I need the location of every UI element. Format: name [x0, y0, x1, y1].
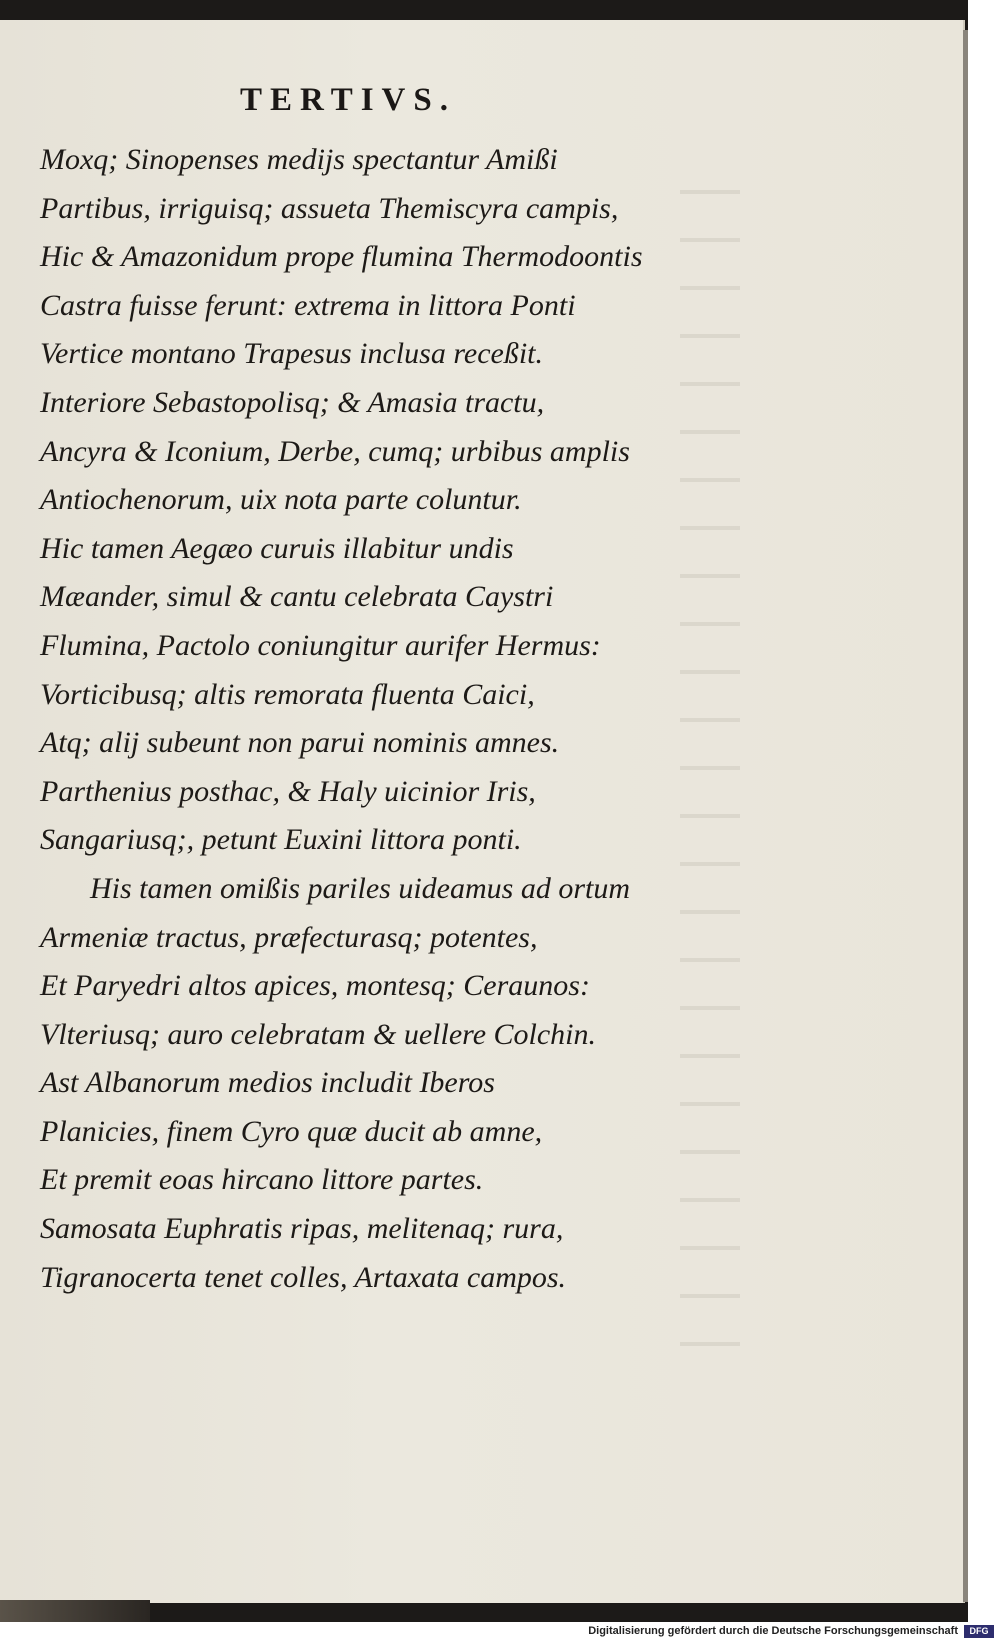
verse-line: Atq; alij subeunt non parui nominis amnes. [40, 726, 560, 760]
verse-line: Hic tamen Aegæo curuis illabitur undis [40, 531, 514, 565]
verse-line: Ast Albanorum medios includit Iberos [40, 1066, 495, 1100]
verse-line: Hic & Amazonidum prope flumina Thermodoontis [40, 240, 643, 274]
verse-line: His tamen omißis pariles uideamus ad ortum [90, 871, 630, 905]
verse-line: Ancyra & Iconium, Derbe, cumq; urbibus amplis [40, 434, 630, 468]
verse-line: Mæander, simul & cantu celebrata Caystri [40, 580, 554, 614]
verse-line: Parthenius posthac, & Haly uicinior Iris, [40, 774, 536, 808]
verse-line: Vorticibusq; altis remorata fluenta Caici, [40, 677, 535, 711]
verse-line: Interiore Sebastopolisq; & Amasia tractu, [40, 385, 545, 419]
page-bottom-edge [0, 1600, 150, 1622]
verse-line: Tigranocerta tenet colles, Artaxata campos. [40, 1260, 567, 1294]
verse-line: Flumina, Pactolo coniungitur aurifer Hermus: [40, 628, 601, 662]
verse-line: Armeniæ tractus, præfecturasq; potentes, [40, 920, 538, 954]
verse-line: Samosata Euphratis ripas, melitenaq; rura, [40, 1212, 564, 1246]
dfg-logo: DFG [964, 1625, 994, 1638]
verse-line: Planicies, finem Cyro quæ ducit ab amne, [40, 1114, 543, 1148]
verse-line: Et premit eoas hircano littore partes. [40, 1163, 484, 1197]
page-edge [963, 30, 968, 1602]
verse-line: Et Paryedri altos apices, montesq; Ceraunos: [40, 969, 590, 1003]
verse-line: Partibus, irriguisq; assueta Themiscyra campis, [40, 191, 619, 225]
verse-line: Vlteriusq; auro celebratam & uellere Colchin. [40, 1017, 597, 1051]
verse-line: Castra fuisse ferunt: extrema in littora Ponti [40, 288, 576, 322]
verse-block [40, 136, 740, 1302]
verse-line: Moxq; Sinopenses medijs spectantur Amißi [40, 143, 558, 176]
running-head: TERTIVS. [240, 82, 456, 118]
verse-line: Antiochenorum, uix nota parte coluntur. [40, 483, 522, 517]
verse-line: Sangariusq;, petunt Euxini littora ponti. [40, 823, 522, 857]
digitization-credit: Digitalisierung gefördert durch die Deutsche Forschungsgemeinschaft [588, 1625, 958, 1637]
verse-line: Vertice montano Trapesus inclusa receßit. [40, 337, 543, 371]
